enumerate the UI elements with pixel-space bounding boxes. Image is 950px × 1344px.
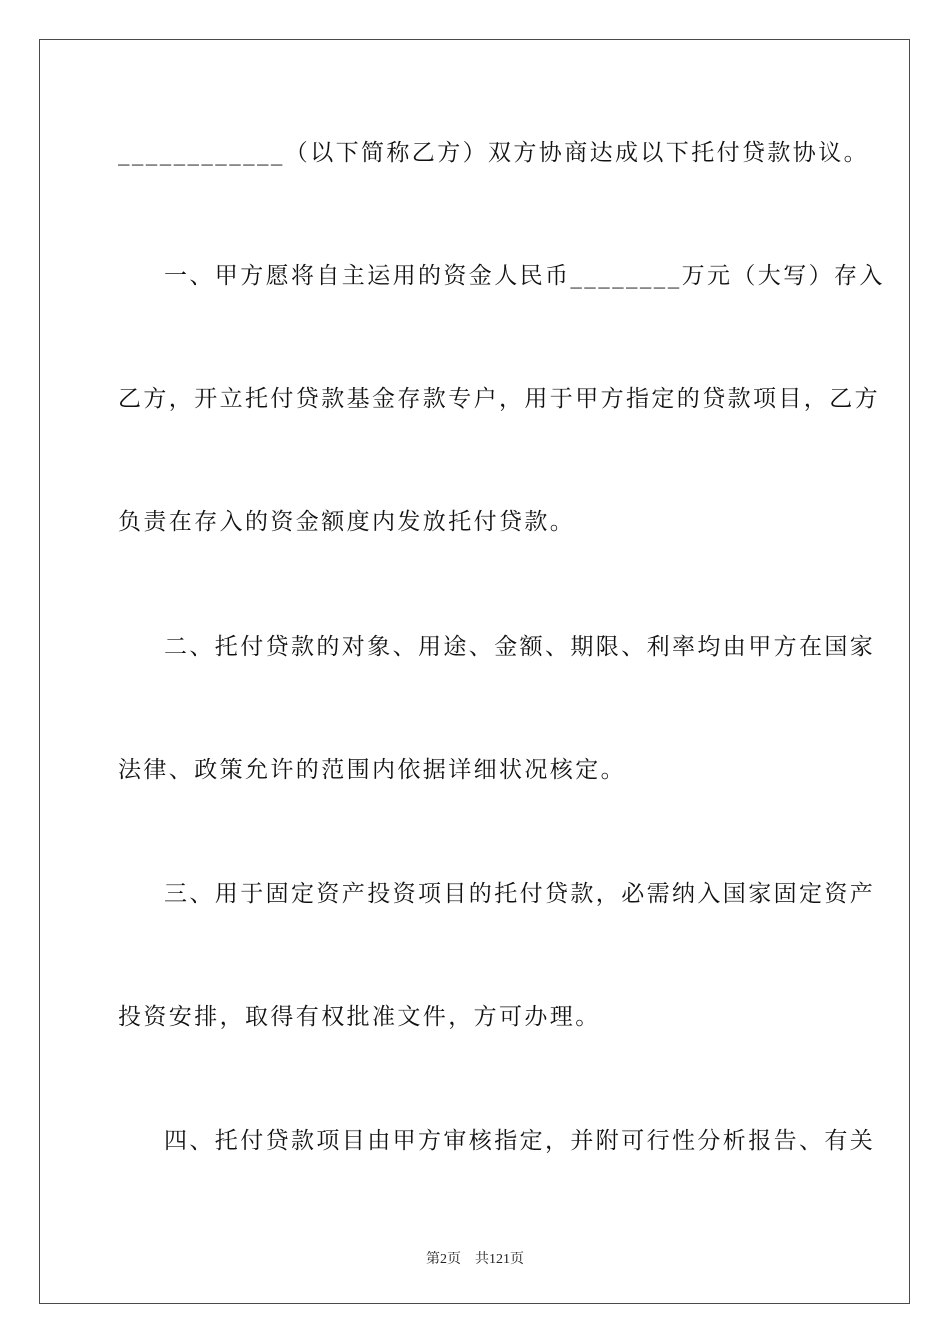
page-number: 第2页 xyxy=(426,1252,461,1267)
contract-line-1: ____________（以下简称乙方）双方协商达成以下托付贷款协议。 xyxy=(118,140,869,166)
clause-four-line-1: 四、托付贷款项目由甲方审核指定，并附可行性分析报告、有关 xyxy=(164,1128,876,1154)
clause-three-line-1: 三、用于固定资产投资项目的托付贷款，必需纳入国家固定资产 xyxy=(164,881,876,907)
page-frame xyxy=(39,39,910,1304)
clause-two-line-1: 二、托付贷款的对象、用途、金额、期限、利率均由甲方在国家 xyxy=(164,634,876,660)
page-footer xyxy=(0,1248,950,1268)
clause-two-line-2: 法律、政策允许的范围内依据详细状况核定。 xyxy=(118,757,626,783)
clause-one-line-3: 负责在存入的资金额度内发放托付贷款。 xyxy=(118,509,576,535)
clause-three-line-2: 投资安排，取得有权批准文件，方可办理。 xyxy=(118,1004,601,1030)
clause-one-line-1: 一、甲方愿将自主运用的资金人民币________万元（大写）存入 xyxy=(164,263,885,289)
total-pages: 共121页 xyxy=(475,1252,524,1267)
clause-one-line-2: 乙方，开立托付贷款基金存款专户，用于甲方指定的贷款项目，乙方 xyxy=(118,386,880,412)
